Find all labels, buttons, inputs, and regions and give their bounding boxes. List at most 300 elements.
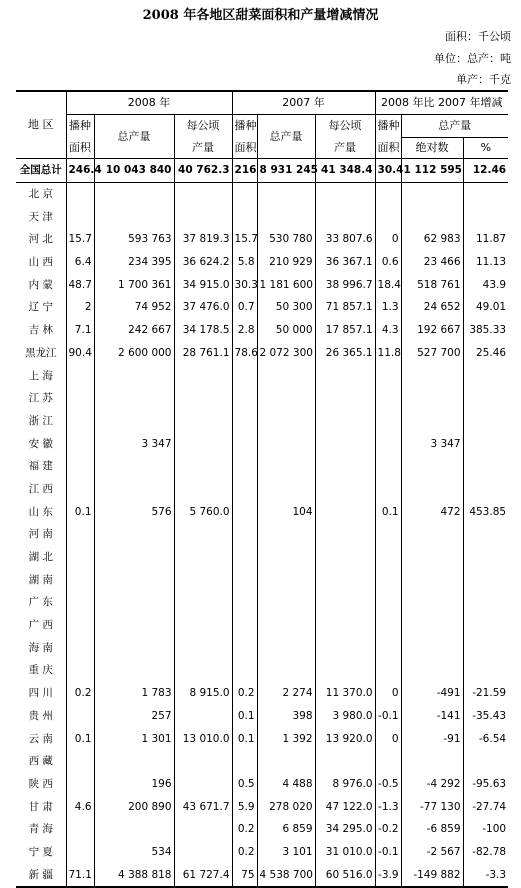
cell-dpct (463, 432, 508, 455)
cell-y08 (174, 387, 232, 410)
cell-y07: 36 367.1 (315, 251, 375, 274)
cell-o07 (257, 455, 315, 478)
cell-name: 湖 北 (28, 551, 53, 564)
cell-y07 (315, 500, 375, 523)
cell-dabs: 192 667 (401, 319, 463, 342)
cell-y08: 8 915.0 (174, 682, 232, 705)
cell-da (375, 659, 401, 682)
cell-a08 (66, 659, 94, 682)
cell-o08: 1 783 (94, 682, 174, 705)
cell-y08: 37 819.3 (174, 228, 232, 251)
cell-o07: 2 072 300 (257, 342, 315, 365)
table-row (16, 773, 508, 796)
cell-o07 (257, 659, 315, 682)
cell-y07 (315, 182, 375, 205)
cell-dpct: -3.3 (463, 863, 508, 887)
cell-da: 30.4 (375, 159, 401, 183)
cell-o07 (257, 568, 315, 591)
cell-da: 4.3 (375, 319, 401, 342)
cell-name: 青 海 (28, 823, 53, 836)
cell-o07: 1 392 (257, 727, 315, 750)
cell-o07 (257, 182, 315, 205)
cell-a07: 0.2 (232, 841, 257, 864)
cell-da (375, 523, 401, 546)
cell-da: 0.6 (375, 251, 401, 274)
cell-o08: 234 395 (94, 251, 174, 274)
cell-y08 (174, 568, 232, 591)
cell-dabs: 3 347 (401, 432, 463, 455)
cell-y08: 28 761.1 (174, 342, 232, 365)
cell-dpct: -82.78 (463, 841, 508, 864)
header-output-2008: 总产量 (94, 115, 174, 159)
cell-a08 (66, 432, 94, 455)
cell-o08 (94, 523, 174, 546)
cell-y07 (315, 636, 375, 659)
table-row (16, 387, 508, 410)
cell-o08: 74 952 (94, 296, 174, 319)
cell-dpct (463, 387, 508, 410)
cell-da (375, 205, 401, 228)
cell-y07 (315, 659, 375, 682)
cell-a08 (66, 591, 94, 614)
table-row (16, 500, 508, 523)
cell-y08 (174, 705, 232, 728)
cell-y08 (174, 614, 232, 637)
cell-a07: 78.6 (232, 342, 257, 365)
cell-dpct: 11.87 (463, 228, 508, 251)
cell-da: 18.4 (375, 273, 401, 296)
cell-a07: 0.2 (232, 818, 257, 841)
cell-y07: 33 807.6 (315, 228, 375, 251)
cell-da (375, 478, 401, 501)
cell-da: 11.8 (375, 342, 401, 365)
cell-y07 (315, 591, 375, 614)
cell-a08: 7.1 (66, 319, 94, 342)
cell-y07 (315, 546, 375, 569)
cell-name: 广 东 (28, 596, 53, 609)
cell-da (375, 546, 401, 569)
cell-o08 (94, 455, 174, 478)
header-absolute: 绝对数 (401, 138, 463, 159)
cell-a08 (66, 636, 94, 659)
cell-dabs: 62 983 (401, 228, 463, 251)
cell-name: 黑龙江 (25, 346, 57, 359)
cell-dpct (463, 182, 508, 205)
cell-y08 (174, 455, 232, 478)
table-row (16, 319, 508, 342)
cell-y08 (174, 432, 232, 455)
cell-name: 海 南 (28, 641, 53, 654)
cell-o07 (257, 205, 315, 228)
cell-name: 新 疆 (16, 863, 66, 887)
cell-dabs: -2 567 (401, 841, 463, 864)
cell-a08: 0.1 (66, 727, 94, 750)
cell-o08: 593 763 (94, 228, 174, 251)
table-row (16, 727, 508, 750)
cell-a08 (66, 750, 94, 773)
cell-a08: 71.1 (66, 863, 94, 887)
cell-da: -0.5 (375, 773, 401, 796)
cell-o07: 50 000 (257, 319, 315, 342)
cell-da (375, 750, 401, 773)
cell-y08 (174, 750, 232, 773)
cell-y08 (174, 410, 232, 433)
cell-dabs (401, 387, 463, 410)
cell-name: 山 东 (28, 505, 53, 518)
cell-dabs (401, 614, 463, 637)
cell-dpct: 12.46 (463, 159, 508, 183)
cell-dabs (401, 205, 463, 228)
cell-o08: 1 700 361 (94, 273, 174, 296)
cell-dpct (463, 659, 508, 682)
cell-a08 (66, 773, 94, 796)
header-sown-area-2007: 播种 (232, 115, 257, 138)
cell-y07: 34 295.0 (315, 818, 375, 841)
cell-dpct (463, 364, 508, 387)
table-row (16, 296, 508, 319)
table-row (16, 205, 508, 228)
cell-name: 河 北 (28, 233, 53, 246)
cell-y08 (174, 546, 232, 569)
cell-a07: 15.7 (232, 228, 257, 251)
cell-a07 (232, 432, 257, 455)
cell-a07 (232, 500, 257, 523)
table-row (16, 659, 508, 682)
cell-name: 江 苏 (28, 392, 53, 405)
cell-o07 (257, 591, 315, 614)
cell-o08: 3 347 (94, 432, 174, 455)
cell-dpct (463, 750, 508, 773)
cell-name: 陕 西 (28, 777, 53, 790)
cell-name: 贵 州 (28, 709, 53, 722)
table-row (16, 705, 508, 728)
cell-a07 (232, 568, 257, 591)
header-sown-area-change: 播种 (375, 115, 401, 138)
header-sown-area-2007-b: 面积 (232, 138, 257, 159)
cell-dpct (463, 546, 508, 569)
header-output-change: 总产量 (401, 115, 508, 138)
cell-o07 (257, 750, 315, 773)
cell-dpct (463, 614, 508, 637)
cell-y08: 61 727.4 (174, 863, 232, 887)
cell-dabs: 23 466 (401, 251, 463, 274)
cell-o07: 4 488 (257, 773, 315, 796)
cell-a07 (232, 614, 257, 637)
cell-y08 (174, 478, 232, 501)
cell-y08 (174, 182, 232, 205)
cell-o07 (257, 432, 315, 455)
cell-y07: 17 857.1 (315, 319, 375, 342)
cell-y08 (174, 773, 232, 796)
header-sown-area-2008-b: 面积 (66, 138, 94, 159)
cell-a07 (232, 659, 257, 682)
cell-y08: 40 762.3 (174, 159, 232, 183)
cell-dabs (401, 546, 463, 569)
cell-y08 (174, 591, 232, 614)
cell-a08 (66, 410, 94, 433)
cell-y07: 60 516.0 (315, 863, 375, 887)
cell-y07: 3 980.0 (315, 705, 375, 728)
cell-o08 (94, 591, 174, 614)
cell-o08: 196 (94, 773, 174, 796)
cell-a08 (66, 205, 94, 228)
header-sown-area-change-b: 面积 (375, 138, 401, 159)
cell-name: 广 西 (28, 619, 53, 632)
cell-o07 (257, 364, 315, 387)
table-row (16, 182, 508, 205)
cell-dabs (401, 750, 463, 773)
cell-o08: 4 388 818 (94, 863, 174, 887)
cell-o07: 210 929 (257, 251, 315, 274)
cell-a07 (232, 591, 257, 614)
cell-o08 (94, 818, 174, 841)
cell-dabs: -491 (401, 682, 463, 705)
total-row (16, 159, 508, 183)
cell-y07 (315, 205, 375, 228)
cell-dpct: -6.54 (463, 727, 508, 750)
cell-dabs (401, 591, 463, 614)
cell-o07 (257, 387, 315, 410)
cell-dpct: -21.59 (463, 682, 508, 705)
cell-dabs (401, 364, 463, 387)
cell-a07: 75 (232, 863, 257, 887)
cell-y07: 38 996.7 (315, 273, 375, 296)
cell-dpct (463, 455, 508, 478)
cell-a08 (66, 478, 94, 501)
cell-o08: 257 (94, 705, 174, 728)
cell-o08 (94, 659, 174, 682)
cell-a07 (232, 410, 257, 433)
cell-dpct: 49.01 (463, 296, 508, 319)
cell-a07 (232, 182, 257, 205)
cell-dpct (463, 523, 508, 546)
cell-name: 湖 南 (28, 573, 53, 586)
table-row (16, 636, 508, 659)
cell-y08: 34 915.0 (174, 273, 232, 296)
cell-o07: 2 274 (257, 682, 315, 705)
cell-o07: 530 780 (257, 228, 315, 251)
cell-da (375, 182, 401, 205)
cell-a08: 246.4 (66, 159, 94, 183)
cell-y08 (174, 205, 232, 228)
cell-y07 (315, 568, 375, 591)
cell-dpct: 385.33 (463, 319, 508, 342)
cell-y07 (315, 478, 375, 501)
cell-o07: 4 538 700 (257, 863, 315, 887)
cell-o08 (94, 636, 174, 659)
cell-name: 云 南 (28, 732, 53, 745)
cell-dpct (463, 568, 508, 591)
cell-y07 (315, 410, 375, 433)
cell-y08 (174, 364, 232, 387)
cell-o08 (94, 750, 174, 773)
cell-y07 (315, 432, 375, 455)
cell-o08 (94, 387, 174, 410)
cell-y07 (315, 523, 375, 546)
cell-dabs (401, 478, 463, 501)
cell-name: 全国总计 (16, 159, 66, 183)
cell-a07: 0.5 (232, 773, 257, 796)
cell-y07 (315, 455, 375, 478)
cell-dpct: -100 (463, 818, 508, 841)
header-yield-2008: 每公顷 (174, 115, 232, 138)
cell-o08 (94, 546, 174, 569)
cell-y07 (315, 614, 375, 637)
header-change: 2008 年比 2007 年增减 (375, 91, 508, 115)
cell-a08 (66, 387, 94, 410)
cell-a07 (232, 750, 257, 773)
cell-o07: 398 (257, 705, 315, 728)
cell-o07 (257, 523, 315, 546)
cell-a07 (232, 546, 257, 569)
cell-name: 西 藏 (28, 755, 53, 768)
cell-da (375, 614, 401, 637)
cell-name: 重 庆 (28, 664, 53, 677)
cell-o08 (94, 478, 174, 501)
cell-da: -1.3 (375, 795, 401, 818)
cell-name: 天 津 (28, 210, 53, 223)
cell-y08: 43 671.7 (174, 795, 232, 818)
cell-name: 辽 宁 (28, 301, 53, 314)
cell-o08 (94, 364, 174, 387)
cell-y08 (174, 818, 232, 841)
cell-name: 安 徽 (28, 437, 53, 450)
cell-a07 (232, 387, 257, 410)
header-yield-2008-b: 产量 (174, 138, 232, 159)
cell-o07 (257, 410, 315, 433)
cell-y07: 11 370.0 (315, 682, 375, 705)
table-row (16, 432, 508, 455)
cell-y07: 71 857.1 (315, 296, 375, 319)
unit-yield: 单产：千克 (456, 73, 511, 86)
cell-o08: 534 (94, 841, 174, 864)
table-body (16, 159, 508, 888)
table-title: 2008 年各地区甜菜面积和产量增减情况 (142, 8, 379, 23)
header-2008: 2008 年 (66, 91, 232, 115)
cell-y08: 5 760.0 (174, 500, 232, 523)
cell-y08 (174, 659, 232, 682)
table-row (16, 818, 508, 841)
table-row (16, 273, 508, 296)
cell-o07: 1 181 600 (257, 273, 315, 296)
cell-dabs: -141 (401, 705, 463, 728)
cell-y07 (315, 387, 375, 410)
cell-y08: 37 476.0 (174, 296, 232, 319)
table-row (16, 614, 508, 637)
cell-name: 浙 江 (28, 414, 53, 427)
cell-a08: 90.4 (66, 342, 94, 365)
cell-a07 (232, 478, 257, 501)
table-row (16, 342, 508, 365)
table-row (16, 750, 508, 773)
cell-da: -3.9 (375, 863, 401, 887)
cell-o07: 3 101 (257, 841, 315, 864)
cell-a07: 2.8 (232, 319, 257, 342)
cell-a08 (66, 455, 94, 478)
cell-a08 (66, 614, 94, 637)
header-region: 地 区 (16, 91, 66, 159)
cell-dabs (401, 455, 463, 478)
cell-y07: 26 365.1 (315, 342, 375, 365)
cell-da (375, 432, 401, 455)
cell-y08: 13 010.0 (174, 727, 232, 750)
cell-y08 (174, 636, 232, 659)
cell-o07: 104 (257, 500, 315, 523)
cell-a08: 6.4 (66, 251, 94, 274)
cell-o08 (94, 205, 174, 228)
cell-name: 内 蒙 (28, 278, 53, 291)
cell-da: 0 (375, 727, 401, 750)
table-row (16, 841, 508, 864)
cell-y07: 47 122.0 (315, 795, 375, 818)
cell-dabs: -91 (401, 727, 463, 750)
header-yield-2007: 每公顷 (315, 115, 375, 138)
cell-o08 (94, 568, 174, 591)
cell-y08: 34 178.5 (174, 319, 232, 342)
cell-o07 (257, 636, 315, 659)
cell-a07: 5.8 (232, 251, 257, 274)
cell-o07: 8 931 245 (257, 159, 315, 183)
cell-dpct: -95.63 (463, 773, 508, 796)
cell-o08: 242 667 (94, 319, 174, 342)
cell-a08: 0.2 (66, 682, 94, 705)
cell-y07: 13 920.0 (315, 727, 375, 750)
cell-y07: 31 010.0 (315, 841, 375, 864)
cell-a08 (66, 182, 94, 205)
cell-a07 (232, 364, 257, 387)
cell-dabs: -77 130 (401, 795, 463, 818)
cell-a08 (66, 841, 94, 864)
cell-y08 (174, 523, 232, 546)
cell-name: 宁 夏 (28, 845, 53, 858)
table-row (16, 523, 508, 546)
cell-dpct: 43.9 (463, 273, 508, 296)
cell-dabs (401, 523, 463, 546)
cell-a08 (66, 818, 94, 841)
cell-a07: 0.7 (232, 296, 257, 319)
table-row (16, 682, 508, 705)
cell-dpct: 25.46 (463, 342, 508, 365)
cell-da: 0.1 (375, 500, 401, 523)
cell-a08 (66, 568, 94, 591)
table-row (16, 795, 508, 818)
cell-o08: 1 301 (94, 727, 174, 750)
cell-y08: 36 624.2 (174, 251, 232, 274)
cell-a08: 2 (66, 296, 94, 319)
table-row (16, 228, 508, 251)
cell-a08 (66, 546, 94, 569)
cell-name: 江 西 (28, 482, 53, 495)
unit-output: 单位：总产：吨 (434, 52, 511, 65)
cell-dabs: -6 859 (401, 818, 463, 841)
cell-dpct: -27.74 (463, 795, 508, 818)
cell-name: 福 建 (28, 460, 53, 473)
cell-name: 上 海 (28, 369, 53, 382)
cell-dpct: 453.85 (463, 500, 508, 523)
cell-name: 北 京 (28, 188, 53, 201)
cell-o07: 50 300 (257, 296, 315, 319)
cell-da: 0 (375, 682, 401, 705)
cell-a07: 0.1 (232, 727, 257, 750)
cell-o08: 200 890 (94, 795, 174, 818)
cell-dabs: -149 882 (401, 863, 463, 887)
cell-a08: 4.6 (66, 795, 94, 818)
cell-dabs: 1 112 595 (401, 159, 463, 183)
cell-da: 1.3 (375, 296, 401, 319)
table-row (16, 251, 508, 274)
cell-a07: 216 (232, 159, 257, 183)
cell-a08: 15.7 (66, 228, 94, 251)
